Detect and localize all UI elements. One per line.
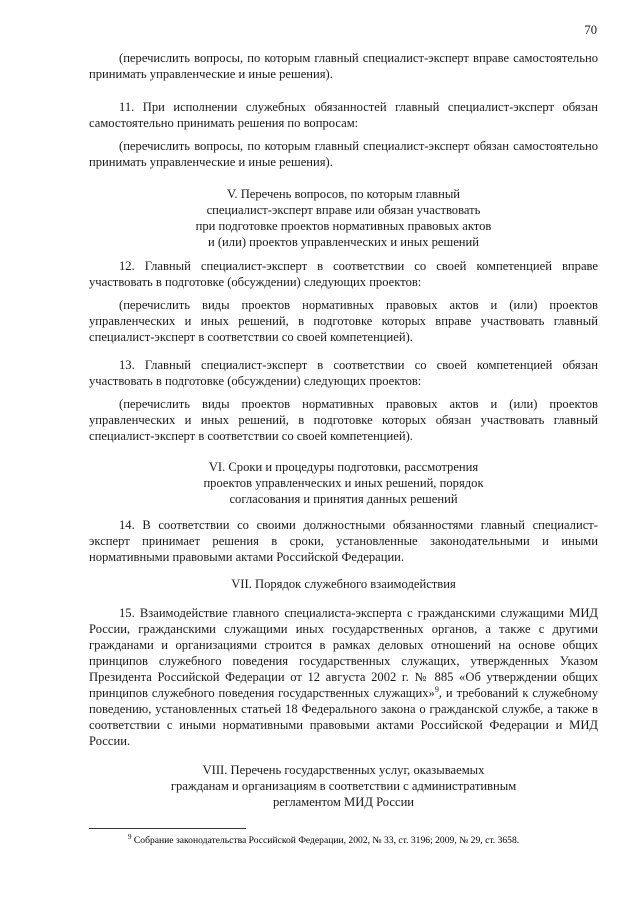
page-number: 70 (584, 23, 597, 37)
section-heading-v (89, 186, 598, 250)
paragraph-15 (89, 605, 598, 749)
heading-line: VII. Порядок служебного взаимодействия (231, 577, 456, 591)
heading-line: VI. Сроки и процедуры подготовки, рассмотрения (208, 460, 479, 474)
paragraph-14: 14. В соответствии со своими должностными обязанностями главный специалист-эксперт принимает решения в сроки, установленные законодательными и иными нормативными правовыми актами Российской Федерации. (89, 518, 598, 564)
heading-line: согласования и принятия данных решений (229, 492, 458, 506)
paragraph-list-duties: (перечислить вопросы, по которым главный специалист-эксперт обязан самостоятельно принимать управленческие и иные решения). (89, 139, 598, 169)
paragraph-13: 13. Главный специалист-эксперт в соответствии со своей компетенцией обязан участвовать в подготовке (обсуждении) следующих проектов: (89, 358, 598, 388)
section-heading-viii (89, 762, 598, 810)
footnote-text: Собрание законодательства Российской Федерации, 2002, № 33, ст. 3196; 2009, № 29, ст. 3658. (133, 835, 520, 846)
heading-line: V. Перечень вопросов, по которым главный (226, 187, 461, 201)
heading-line: проектов управленческих и иных решений, порядок (203, 476, 484, 490)
heading-line: регламентом МИД России (272, 795, 415, 809)
paragraph-12: 12. Главный специалист-эксперт в соответствии со своей компетенцией вправе участвовать в подготовке (обсуждении) следующих проектов: (89, 259, 598, 289)
paragraph-15-continuation: , и требований к служебному поведению, установленных статьей 18 Федерального закона о гражданской службе, а также в соответствии с иными нормативными правовыми актами Российской Федерации и МИД России. (89, 686, 598, 748)
paragraph-11: 11. При исполнении служебных обязанностей главный специалист-эксперт обязан самостоятельно принимать решения по вопросам: (89, 100, 598, 130)
footnote-separator (89, 828, 246, 829)
heading-line: VIII. Перечень государственных услуг, оказываемых (202, 763, 485, 777)
section-heading-vii (89, 576, 598, 592)
heading-line: специалист-эксперт вправе или обязан участвовать (206, 203, 481, 217)
heading-line: при подготовке проектов нормативных правовых актов (195, 219, 492, 233)
paragraph-list-rights: (перечислить вопросы, по которым главный специалист-эксперт вправе самостоятельно принимать управленческие и иные решения). (89, 51, 598, 81)
footnote (128, 832, 520, 847)
paragraph-list-projects-right: (перечислить виды проектов нормативных правовых актов и (или) проектов управленческих и иных решений, в подготовке которых вправе участвовать главный специалист-эксперт в соответствии со своей компетенцией). (89, 298, 598, 344)
heading-line: и (или) проектов управленческих и иных решений (207, 235, 480, 249)
section-heading-vi (89, 459, 598, 507)
paragraph-15-text: 15. Взаимодействие главного специалиста-эксперта с гражданскими служащими МИД России, гражданскими служащими иных государственных органов, а также с другими гражданами и организациями строится в рамках деловых отношений на основе общих принципов служебного поведения государственных служащих, утвержденных Указом Президента Российской Федерации от 12 августа 2002 г. № 885 «Об утверждении общих принципов служебного поведения государственных служащих» (89, 606, 598, 700)
footnote-reference: 9 (434, 684, 439, 694)
paragraph-list-projects-duty: (перечислить виды проектов нормативных правовых актов и (или) проектов управленческих и иных решений, в подготовке которых обязан участвовать главный специалист-эксперт в соответствии со своей компетенцией). (89, 397, 598, 443)
footnote-mark: 9 (128, 832, 132, 841)
heading-line: гражданам и организациям в соответствии с административным (170, 779, 517, 793)
